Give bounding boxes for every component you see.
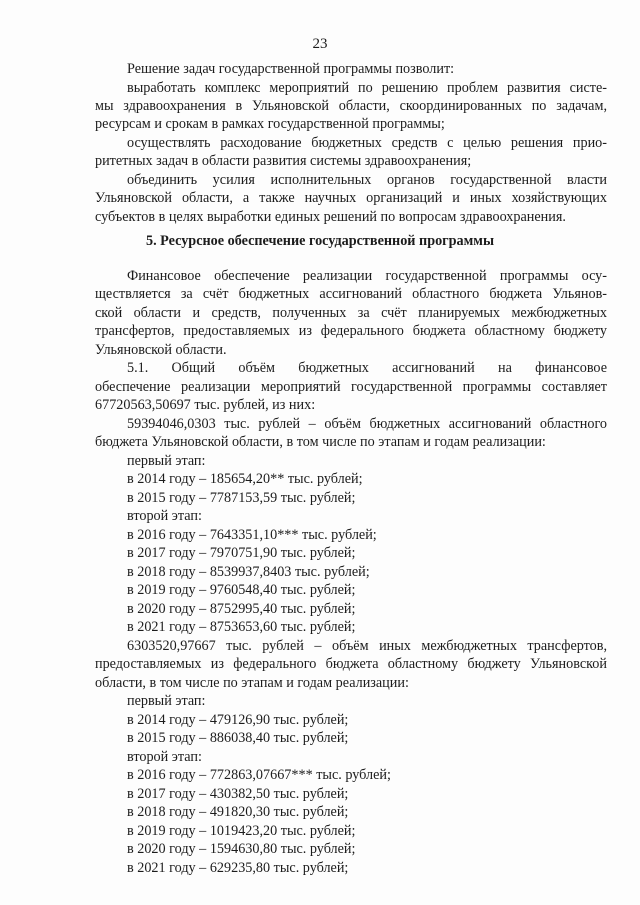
text-line: 6303520,97667 тыс. рублей – объём иных межбюджетных трансфертов,: [127, 638, 607, 654]
text-line: ществляется за счёт бюджетных ассигнований областного бюджета Ульянов-: [95, 286, 607, 302]
text-line: в 2015 году – 7787153,59 тыс. рублей;: [127, 490, 356, 506]
text-line: в 2019 году – 9760548,40 тыс. рублей;: [127, 582, 356, 598]
text-line: в 2016 году – 772863,07667*** тыс. рублей;: [127, 767, 391, 783]
text-line: осуществлять расходование бюджетных средств с целью решения прио-: [127, 135, 607, 151]
text-line: обеспечение реализации мероприятий государственной программы составляет: [95, 379, 607, 395]
text-line: Ульяновской области.: [95, 342, 227, 358]
text-line: ритетных задач в области развития системы здравоохранения;: [95, 153, 472, 169]
text-line: в 2014 году – 479126,90 тыс. рублей;: [127, 712, 349, 728]
text-line: ской области и средств, полученных за счёт планируемых межбюджетных: [95, 305, 607, 321]
text-line: в 2021 году – 629235,80 тыс. рублей;: [127, 860, 349, 876]
text-line: в 2017 году – 430382,50 тыс. рублей;: [127, 786, 349, 802]
text-line: в 2019 году – 1019423,20 тыс. рублей;: [127, 823, 356, 839]
text-line: второй этап:: [127, 749, 202, 765]
text-line: бюджета Ульяновской области, в том числе по этапам и годам реализации:: [95, 434, 546, 450]
text-line: ресурсам и срокам в рамках государственной программы;: [95, 116, 445, 132]
text-line: второй этап:: [127, 508, 202, 524]
text-line: Финансовое обеспечение реализации государственной программы осу-: [127, 268, 607, 284]
section-heading: 5. Ресурсное обеспечение государственной программы: [145, 233, 495, 249]
text-line: Ульяновской области, а также научных организаций и иных хозяйствующих: [95, 190, 607, 206]
text-line: в 2020 году – 8752995,40 тыс. рублей;: [127, 601, 356, 617]
text-line: 67720563,50697 тыс. рублей, из них:: [95, 397, 316, 413]
text-line: в 2016 году – 7643351,10*** тыс. рублей;: [127, 527, 377, 543]
text-line: 5.1. Общий объём бюджетных ассигнований на финансовое: [127, 360, 607, 376]
text-line: в 2014 году – 185654,20** тыс. рублей;: [127, 471, 363, 487]
text-line: области, в том числе по этапам и годам реализации:: [95, 675, 409, 691]
text-line: в 2018 году – 8539937,8403 тыс. рублей;: [127, 564, 370, 580]
text-line: объединить усилия исполнительных органов государственной власти: [127, 172, 607, 188]
text-line: первый этап:: [127, 453, 206, 469]
text-line: в 2017 году – 7970751,90 тыс. рублей;: [127, 545, 356, 561]
text-line: в 2015 году – 886038,40 тыс. рублей;: [127, 730, 349, 746]
text-line: 59394046,0303 тыс. рублей – объём бюджетных ассигнований областного: [127, 416, 607, 432]
text-line: трансфертов, предоставляемых из федерального бюджета областному бюджету: [95, 323, 607, 339]
text-line: первый этап:: [127, 693, 206, 709]
text-line: Решение задач государственной программы позволит:: [127, 61, 455, 77]
text-line: в 2020 году – 1594630,80 тыс. рублей;: [127, 841, 356, 857]
page-number: 23: [312, 36, 328, 52]
text-line: в 2021 году – 8753653,60 тыс. рублей;: [127, 619, 356, 635]
text-line: мы здравоохранения в Ульяновской области, скоординированных по задачам,: [95, 98, 607, 114]
text-line: в 2018 году – 491820,30 тыс. рублей;: [127, 804, 349, 820]
text-line: предоставляемых из федерального бюджета областному бюджету Ульяновской: [95, 656, 607, 672]
text-line: субъектов в целях выработки единых решений по вопросам здравоохранения.: [95, 209, 566, 225]
text-line: выработать комплекс мероприятий по решению проблем развития систе-: [127, 80, 607, 96]
